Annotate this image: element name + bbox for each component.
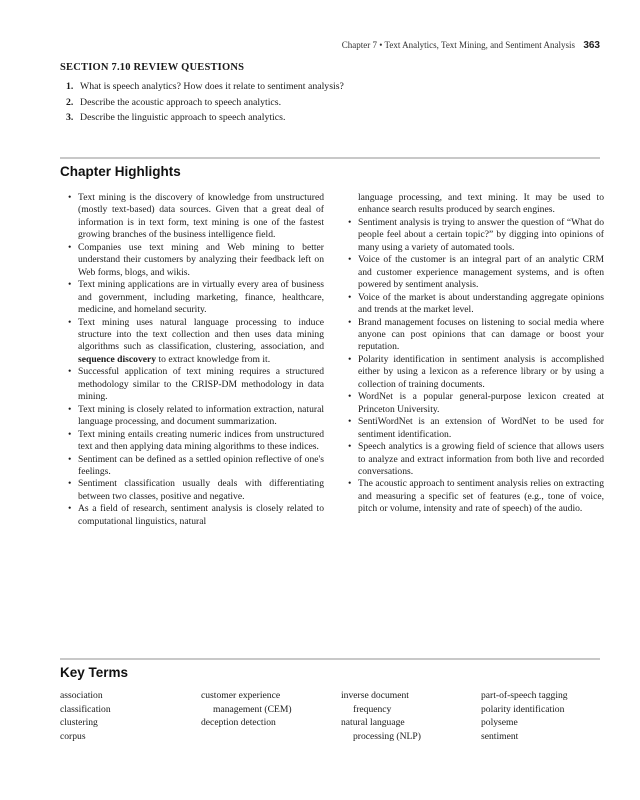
- review-heading: SECTION 7.10 REVIEW QUESTIONS: [60, 62, 245, 73]
- header-separator: •: [379, 40, 383, 50]
- highlight-item: • WordNet is a popular general-purpose lexicon created at Princeton University.: [346, 391, 604, 416]
- highlight-item: • Brand management focuses on listening to social media where anyone can post opinions that can damage or boost your reputation.: [346, 317, 604, 354]
- highlight-item: • Sentiment classification usually deals with differentiating between two classes, positive and negative.: [66, 478, 324, 503]
- key-term: sentiment: [481, 730, 519, 742]
- question-number: 2.: [66, 96, 74, 108]
- highlight-item: • Text mining is closely related to information extraction, natural language processing, and document summarization.: [66, 404, 324, 429]
- section-divider: [60, 157, 600, 159]
- page-number: 363: [583, 40, 600, 51]
- highlight-item: • Sentiment can be defined as a settled opinion reflective of one's feelings.: [66, 454, 324, 479]
- key-terms-column: [201, 689, 341, 730]
- highlight-item: • Text mining applications are in virtually every area of business and government, including marketing, finance, healthcare, medicine, and homeland security.: [66, 279, 324, 316]
- highlight-item: • Companies use text mining and Web mining to better understand their customers by analyzing their feedback left on Web forms, blogs, and wikis.: [66, 242, 324, 279]
- key-term: clustering: [60, 717, 98, 728]
- section-divider: [60, 658, 600, 660]
- key-term: frequency: [353, 703, 392, 715]
- question-text: What is speech analytics? How does it relate to sentiment analysis?: [80, 81, 344, 92]
- highlight-text: Text mining uses natural language processing to induce structure into the text collection and then uses data mining algorithms such as classification, clustering, association, and: [78, 316, 324, 353]
- question-text: Describe the acoustic approach to speech analytics.: [80, 96, 282, 108]
- running-head: [342, 40, 600, 51]
- highlight-item: • SentiWordNet is an extension of WordNet to be used for sentiment identification.: [346, 416, 604, 441]
- highlights-right-column: [346, 192, 604, 516]
- key-term: inverse document: [341, 690, 409, 701]
- highlight-continuation: language processing, and text mining. It may be used to enhance search results produced by search engines.: [358, 192, 604, 216]
- key-term: corpus: [60, 730, 86, 742]
- highlight-item: • Polarity identification in sentiment analysis is accomplished either by using a lexicon as a reference library or by using a collection of training documents.: [346, 354, 604, 391]
- key-term: part-of-speech tagging: [481, 690, 568, 701]
- review-question: [60, 110, 600, 126]
- highlight-item: • Speech analytics is a growing field of science that allows users to analyze and extract information from both live and recorded conversations.: [346, 441, 604, 478]
- key-terms-column: [341, 689, 481, 743]
- highlight-item: • Sentiment analysis is trying to answer the question of “What do people feel about a certain topic?” by digging into opinions of many using a variety of automated tools.: [346, 217, 604, 254]
- key-term: deception detection: [201, 717, 276, 728]
- key-terms-heading: Key Terms: [60, 665, 129, 680]
- chapter-label: Chapter 7: [341, 40, 377, 50]
- key-term: customer experience: [201, 690, 281, 701]
- key-term: management (CEM): [213, 703, 292, 715]
- question-text: Describe the linguistic approach to speech analytics.: [80, 112, 286, 123]
- key-terms-column: [60, 689, 200, 743]
- key-term: association: [60, 690, 103, 701]
- chapter-highlights-heading: Chapter Highlights: [60, 164, 181, 179]
- highlight-item: • Text mining is the discovery of knowledge from unstructured (mostly text-based) data sources. Given that a great deal of information is in text form, text mining is one of the fastest growing branches of the business intelligence field.: [66, 192, 324, 242]
- key-term: natural language: [341, 717, 405, 728]
- key-term: polarity identification: [481, 703, 565, 715]
- question-number: 1.: [66, 81, 74, 92]
- highlight-item: • Voice of the customer is an integral part of an analytic CRM and customer experience management systems, and is often powered by sentiment analysis.: [346, 254, 604, 291]
- highlight-item: • The acoustic approach to sentiment analysis relies on extracting and measuring a specific set of features (e.g., tone of voice, pitch or volume, intensity and rate of speech) of the audio.: [346, 478, 604, 515]
- review-question: [60, 95, 600, 111]
- key-term: processing (NLP): [353, 730, 421, 742]
- key-term-emphasis: sequence discovery: [78, 353, 157, 365]
- chapter-title: Text Analytics, Text Mining, and Sentiment Analysis: [384, 40, 576, 50]
- key-terms-column: [481, 689, 606, 743]
- review-questions-section: [60, 62, 600, 126]
- highlight-text: to extract knowledge from it.: [156, 353, 271, 365]
- review-question: [60, 79, 600, 95]
- highlights-left-column: [66, 192, 324, 528]
- highlight-item: • Text mining entails creating numeric indices from unstructured text and then applying data mining algorithms to these indices.: [66, 429, 324, 454]
- highlight-item: • Voice of the market is about understanding aggregate opinions and trends at the market level.: [346, 292, 604, 317]
- key-term: polyseme: [481, 717, 518, 728]
- review-question-list: [60, 79, 600, 126]
- highlight-item: [66, 317, 324, 367]
- question-number: 3.: [66, 112, 74, 123]
- highlight-item: • Successful application of text mining requires a structured methodology similar to the CRISP-DM methodology in data mining.: [66, 366, 324, 403]
- highlight-item: • As a field of research, sentiment analysis is closely related to computational linguistics, natural: [66, 503, 324, 528]
- key-term: classification: [60, 703, 111, 715]
